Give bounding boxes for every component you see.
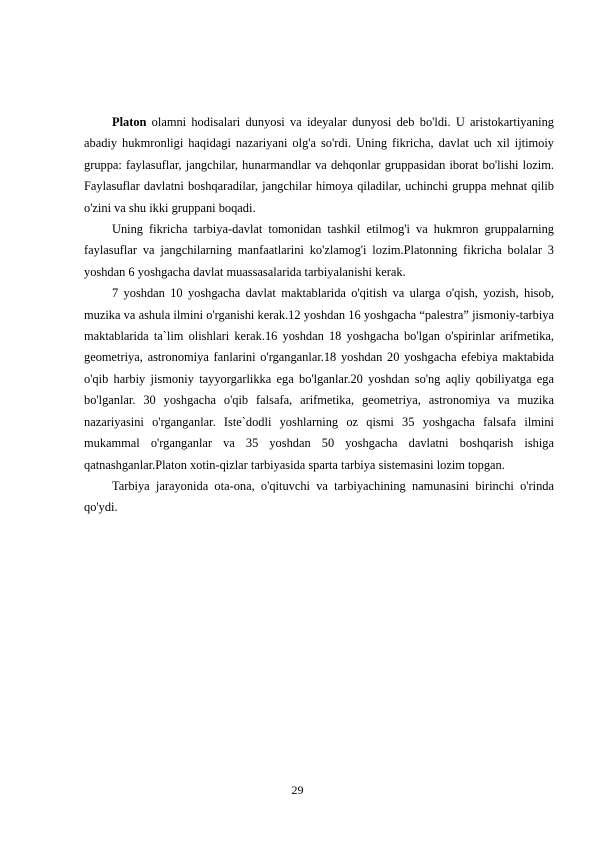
paragraph-text: Tarbiya jarayonida ota-ona, o'qituvchi va tarbiyachining namunasini birinchi o'rinda qo'ydi. — [84, 478, 554, 515]
paragraph-text: olamni hodisalari dunyosi va ideyalar dunyosi deb bo'ldi. U aristokartiyaning abadiy hukmronligi haqidagi nazariyani olg'a so'rdi. Uning fikricha, davlat uch xil ijtimoiy gruppa: faylasuflar, jangchilar, hunarmandlar va dehqonlar gruppasidan iborat bo'lishi lozim. Faylasuflar davlatni boshqaradilar, jangchilar himoya qiladilar, uchinchi gruppa mehnat qilib o'zini va shu ikki gruppani boqadi. — [84, 115, 554, 215]
paragraph-text: Uning fikricha tarbiya-davlat tomonidan tashkil etilmog'i va hukmron gruppalarning faylasuflar va jangchilarning manfaatlarini ko'zlamog'i lozim.Platonning fikricha bolalar 3 yoshdan 6 yoshgacha davlat muassasalarida tarbiyalanishi kerak. — [84, 222, 554, 279]
paragraph-platon-worldview — [84, 112, 554, 219]
page-number: 29 — [291, 783, 304, 797]
body-text — [84, 112, 554, 519]
paragraph-age-stages — [84, 283, 554, 476]
paragraph-state-education — [84, 219, 554, 283]
paragraph-text: 7 yoshdan 10 yoshgacha davlat maktablarida o'qitish va ularga o'qish, yozish, hisob, muzika va ashula ilmini o'rganishi kerak.12 yoshdan 16 yoshgacha “palestra” jismoniy-tarbiya maktablarida ta`lim olishlari kerak.16 yoshdan 18 yoshgacha bo'lgan o'spirinlar arifmetika, geometriya, astronomiya fanlarini o'rganganlar.18 yoshdan 20 yoshgacha efebiya maktabida o'qib harbiy jismoniy tayyorgarlikka ega bo'lganlar.20 yoshdan so'ng aqliy qobiliyatga ega bo'lganlar. 30 yoshgacha o'qib falsafa, arifmetika, geometriya, astronomiya va muzika nazariyasini o'rganganlar. Iste`dodli yoshlarning oz qismi 35 yoshgacha falsafa ilmini mukammal o'rganganlar va 35 yoshdan 50 yoshgacha davlatni boshqarish ishiga qatnashganlar.Platon xotin-qizlar tarbiyasida sparta tarbiya sistemasini lozim topgan. — [84, 286, 554, 472]
paragraph-role-models — [84, 476, 554, 519]
paragraph-lead-name: Platon — [112, 115, 147, 129]
